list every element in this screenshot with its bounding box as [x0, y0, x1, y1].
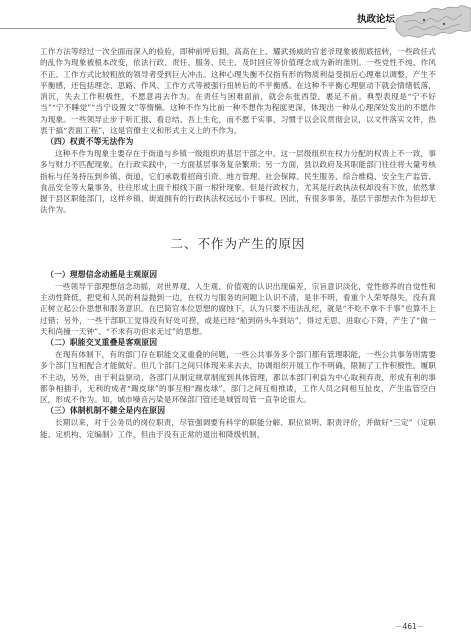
cause-heading-2: （二）职能交叉重叠是客观原因	[46, 338, 158, 347]
subhead-4: （四）权责不等无法作为	[46, 137, 134, 146]
page-number: －461－	[395, 622, 425, 631]
page-header	[0, 0, 471, 44]
cause-text-2: 在现有体制下，有的部门存在职能交叉重叠的问题，一些公共事务多个部门都有管理职能，一些公共事务则需要多个部门互相配合才能做好。但几个部门之间只体现来来去去，协调组织开展工作不明确，限制了工作积极性，履职不主动，另外，由于利益驱动，各部门从制定规章制度到具体管理，都以本部门利益为中心取利弃责，形成有利的事都争相插手，无利的成者“踢皮球”的事互相“踢皮球”，部门之间互相推诿，工作人员之间相互扯皮，产生监管空白区，形成不作为。如，城市噪音污染是环保部门管还是城管局管一直争论很大。	[40, 350, 436, 404]
article-body	[40, 46, 436, 440]
paragraph-top-0: 工作方法等经过一次全面而深入的检验，即种前呼后拥、高高在上、耀武扬威的官老爷现象被彻底扭转，一些政任式的乱作为现象被根本改变，依法行政、责任、服务、民主、及时回应等价值理念成为新的准则。一些党性不纯、作风不正、工作方式比较粗放的领导者受到巨大冲击。这种心理失衡不仅指有形的物质利益受损后心理难以调整，产生不平衡感，还包括理念、思路、作风、工作方式等被强行扭转后的不平衡感。在这种不平衡心理驱动下就会情绪低落，消沉，失去工作积极性，不愿意再去作为。在责任与困难面前，就会东张西望，裹足不前。典型表现是“宁不好当”“宁不睡觉”“当宁设置文”等惰懒。这种不作为比前一种不想作为程度更深，体现出一种从心理深处发出的不愿作为现象。一些领导止步于听汇报、看总结、吾上生化，而不愿于实事，习惯于以会议贯彻会议，以文件落实文件，热衷于搞“表面工程”，这是官僚主义和形式主义上的不作为。	[40, 47, 436, 135]
header-title: 执政论坛	[357, 14, 396, 25]
header-rule	[0, 28, 386, 29]
cause-heading-3: （三）体制机制不健全是内在原因	[46, 406, 166, 416]
section-title: 二、不作为产生的原因	[170, 235, 306, 251]
cause-text-3: 长期以来，对于公务员的岗位职责，尽管强调要有科学的职能分解、职位说明、职责评价，并做好“三定”（定职能、定机构、定编制）工作，但由于没有正常的退出和降级机制，	[40, 418, 436, 439]
paragraph-mid-0: 这种不作为现象主要存在于街道与乡镇一级组织的基层干部之中。这一层级组织在权力分配的权责上不一致，事多与财力不匹配现象。在行政实践中，一方面基层事务复杂繁琐；另一方面，县以政府及其职能部门往往将大量考核指标与任务持压到乡镇、街道，它们承载着招商引资、地方管理、社会保障、民生服务、综合维稳、安全生产监管、食品安全等大量事务，往往形成上面千根线下面一根针现象。但是行政权力，尤其是行政执法权却没有下放，依然掌握于县区职能部门，这样乡镇、街道拥有的行政执法权远远小于事权。因此，有很多事务，基层干部想去作为但却无法作为。	[40, 149, 436, 215]
cause-heading-1: （一）理想信念动摇是主观原因	[46, 269, 158, 279]
map-decoration-icon	[394, 0, 471, 42]
cause-text-1: 一些领导干部理想信念动摇，对世界观、人生观、价值观的认识出现偏差，宗旨意识淡化，党性修养的自觉性和主动性降低，把党和人民的利益抛到一边，在权力与服务的问题上认识不清，是非不明，看重个人荣辱得失，没有真正树立起公仆思想和服务意识。在巴简官本位思想的腐蚀下，认为只要不违法乱纪，就是“不吃不拿不干事”也算不上过错；另外，一些干部职工觉得没有好处可捞，或是已经“船到码头车到站”，得过无思，进取心下降，产生了“做一天和尚撞一天钟”、“不求有功但求无过”的思想。	[40, 281, 436, 336]
